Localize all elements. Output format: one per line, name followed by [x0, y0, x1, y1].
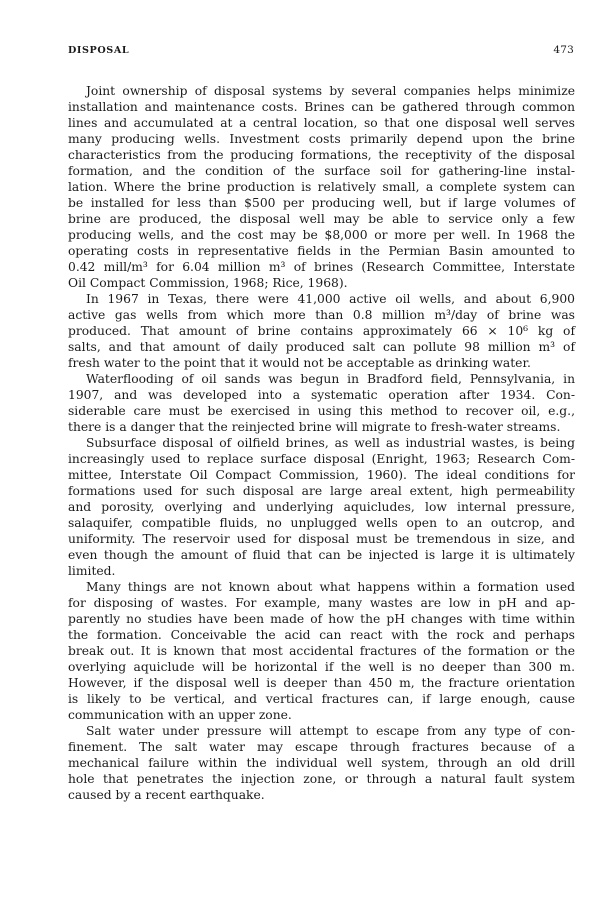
paragraph — [68, 291, 575, 371]
text-line: In 1967 in Texas, there were 41,000 active oil wells, and about 6,900 — [86, 292, 575, 306]
text-line: there is a danger that the reinjected brine will migrate to fresh-water streams. — [68, 420, 561, 434]
text-line: formation, and the condition of the surface soil for gathering-line instal- — [68, 164, 575, 178]
text-line: 0.42 mill/m³ for 6.04 million m³ of brines (Research Committee, Interstate — [68, 260, 575, 274]
running-header — [68, 44, 574, 58]
text-line: break out. It is known that most accidental fractures of the formation or the — [68, 644, 575, 658]
running-title: DISPOSAL — [68, 45, 130, 56]
text-line: Salt water under pressure will attempt to escape from any type of con- — [86, 724, 575, 738]
paragraph — [68, 579, 575, 723]
text-line: and porosity, overlying and underlying aquicludes, low internal pressure, — [68, 500, 575, 514]
text-line: Subsurface disposal of oilfield brines, as well as industrial wastes, is being — [86, 436, 575, 450]
text-line: be installed for less than $500 per producing well, but if large volumes of — [68, 196, 575, 210]
text-line: salts, and that amount of daily produced salt can pollute 98 million m³ of — [68, 340, 575, 354]
page-number: 473 — [553, 44, 574, 56]
text-line: hole that penetrates the injection zone, or through a natural fault system — [68, 772, 575, 786]
text-line: parently no studies have been made of how the pH changes with time within — [68, 612, 575, 626]
text-line: active gas wells from which more than 0.8 million m³/day of brine was — [68, 308, 575, 322]
text-line: salaquifer, compatible fluids, no unplugged wells open to an outcrop, and — [68, 516, 575, 530]
text-line: caused by a recent earthquake. — [68, 788, 265, 802]
text-line: siderable care must be exercised in using this method to recover oil, e.g., — [68, 404, 575, 418]
text-line: mechanical failure within the individual well system, through an old drill — [68, 756, 575, 770]
paragraph — [68, 435, 575, 579]
text-line: for disposing of wastes. For example, many wastes are low in pH and ap- — [68, 596, 575, 610]
text-line: mittee, Interstate Oil Compact Commission, 1960). The ideal conditions for — [68, 468, 575, 482]
body-text — [68, 83, 575, 803]
text-line: installation and maintenance costs. Brines can be gathered through common — [68, 100, 575, 114]
text-line: increasingly used to replace surface disposal (Enright, 1963; Research Com- — [68, 452, 575, 466]
text-line: uniformity. The reservoir used for disposal must be tremendous in size, and — [68, 532, 575, 546]
text-line: formations used for such disposal are large areal extent, high permeability — [68, 484, 575, 498]
text-line: overlying aquiclude will be horizontal if the well is no deeper than 300 m. — [68, 660, 575, 674]
paragraph — [68, 371, 575, 435]
text-line: is likely to be vertical, and vertical fractures can, if large enough, cause — [68, 692, 575, 706]
text-line: many producing wells. Investment costs primarily depend upon the brine — [68, 132, 575, 146]
text-line: produced. That amount of brine contains approximately 66 × 10⁶ kg of — [68, 324, 575, 338]
text-line: the formation. Conceivable the acid can react with the rock and perhaps — [68, 628, 575, 642]
text-line: lines and accumulated at a central location, so that one disposal well serves — [68, 116, 575, 130]
text-line: fresh water to the point that it would not be acceptable as drinking water. — [68, 356, 531, 370]
paragraph — [68, 83, 575, 291]
text-line: Oil Compact Commission, 1968; Rice, 1968). — [68, 276, 348, 290]
text-line: However, if the disposal well is deeper than 450 m, the fracture orientation — [68, 676, 575, 690]
text-line: 1907, and was developed into a systematic operation after 1934. Con- — [68, 388, 575, 402]
text-line: lation. Where the brine production is relatively small, a complete system can — [68, 180, 575, 194]
text-line: even though the amount of fluid that can be injected is large it is ultimately — [68, 548, 575, 562]
text-line: finement. The salt water may escape through fractures because of a — [68, 740, 575, 754]
text-line: Many things are not known about what happens within a formation used — [86, 580, 575, 594]
paragraph — [68, 723, 575, 803]
text-line: brine are produced, the disposal well may be able to service only a few — [68, 212, 575, 226]
text-line: limited. — [68, 564, 116, 578]
text-line: communication with an upper zone. — [68, 708, 292, 722]
text-line: characteristics from the producing formations, the receptivity of the disposal — [68, 148, 575, 162]
text-line: Joint ownership of disposal systems by several companies helps minimize — [86, 84, 575, 98]
text-line: producing wells, and the cost may be $8,000 or more per well. In 1968 the — [68, 228, 575, 242]
text-line: Waterflooding of oil sands was begun in Bradford field, Pennsylvania, in — [86, 372, 575, 386]
text-line: operating costs in representative fields in the Permian Basin amounted to — [68, 244, 575, 258]
